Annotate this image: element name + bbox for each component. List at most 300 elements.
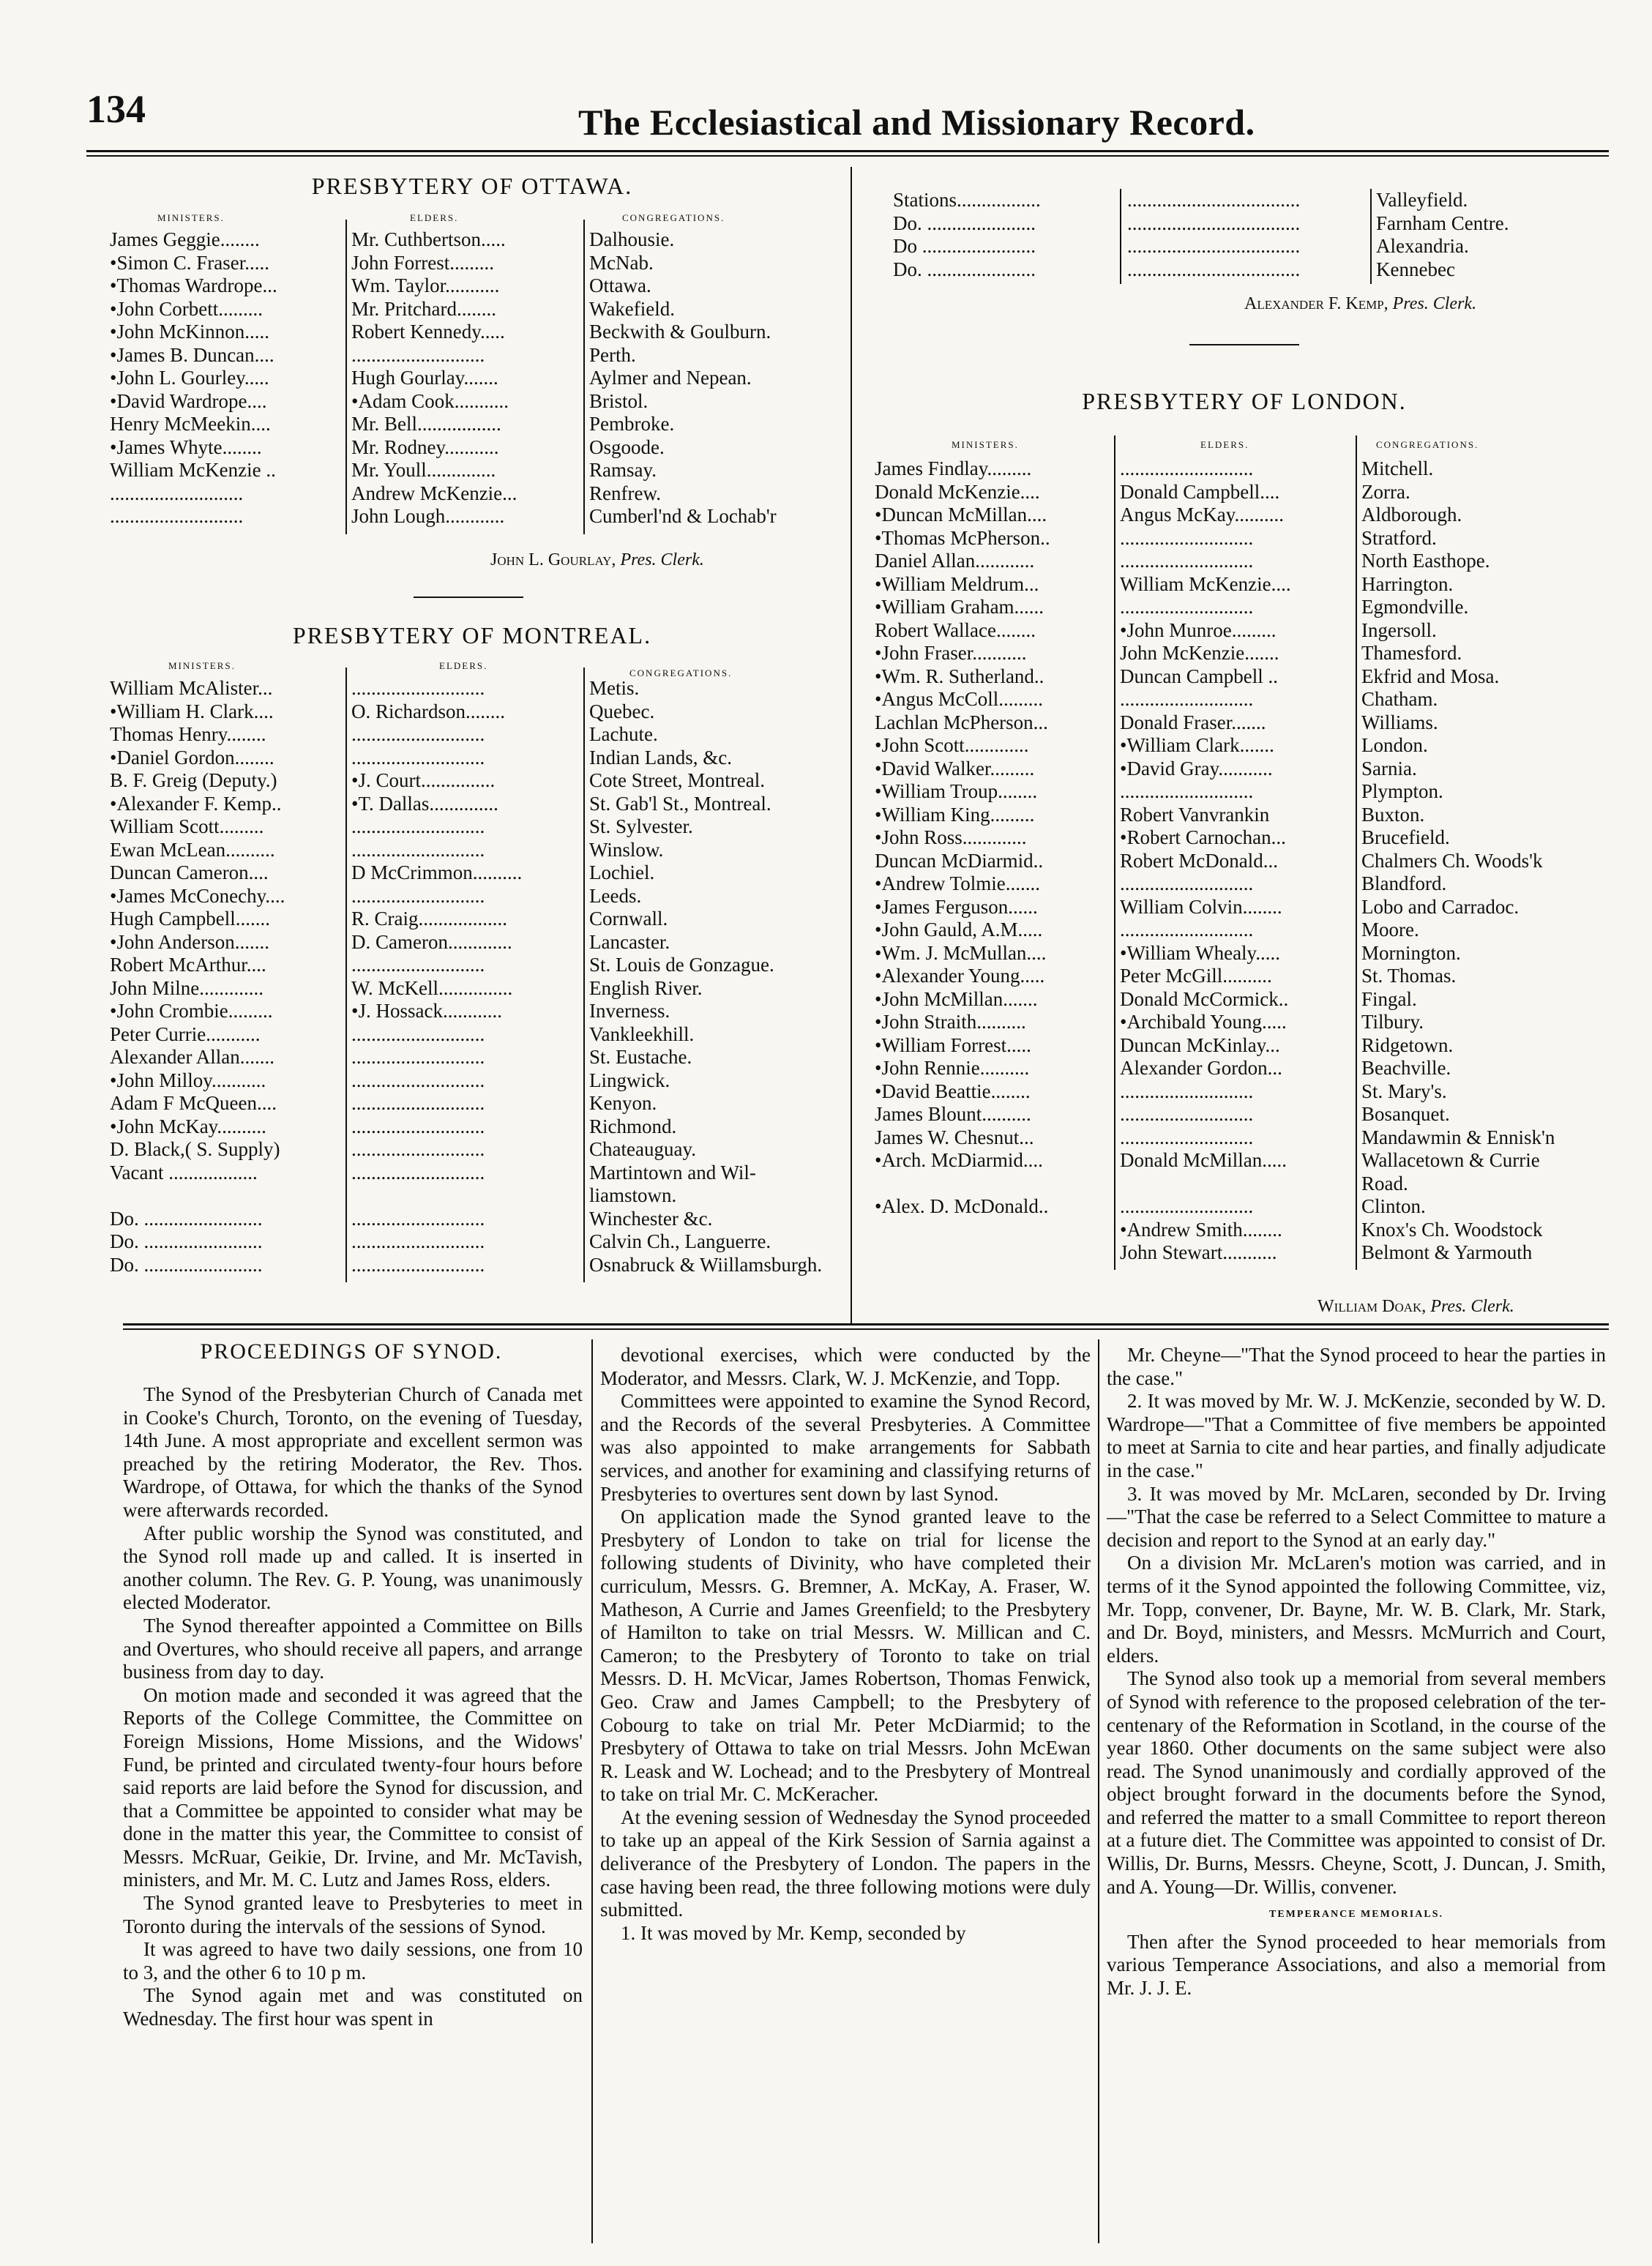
table-cell: ........................... (1120, 1126, 1254, 1148)
col-header-congregations: CONGREGATIONS. (622, 212, 725, 223)
paragraph: 3. It was moved by Mr. McLaren, seconded by Dr. Irving—"That the case be referred to a Select Committee to mature a decision and report to the Synod at an early day." (1107, 1482, 1606, 1551)
table-cell: •John McKinnon..... (110, 321, 269, 343)
table-cell: ........................... (351, 343, 485, 366)
table-cell: Richmond. (589, 1115, 677, 1137)
paragraph: Then after the Synod proceeded to hear memorials from various Temperance Associations, and also a memorial from Mr. J. J. E. (1107, 1930, 1606, 2000)
table-cell: ........................... (351, 1092, 485, 1114)
table-cell: ........................... (1120, 1195, 1254, 1217)
table-cell: •J. Hossack............ (351, 1000, 502, 1022)
table-cell: Ottawa. (589, 274, 651, 296)
table-cell: Lobo and Carradoc. (1361, 895, 1520, 918)
clerk-signature (490, 550, 704, 570)
table-cell: William Scott......... (110, 815, 264, 837)
table-cell: Farnham Centre. (1376, 212, 1509, 234)
table-cell: Osgoode. (589, 435, 665, 458)
paragraph: On motion made and seconded it was agreed that the Reports of the College Committee, the Committee on Foreign Missions, Home Missions, and the Widows' Fund, be printed and circulated twenty-four hours before said reports are laid before the Synod for discussion, and that a Committee be appointed to consider what may be done in the matter this year, the Committee to consist of Messrs. McRuar, Geikie, Dr. Irvine, and Mr. McTavish, ministers, and Mr. M. C. Lutz and James Ross, elders. (123, 1683, 583, 1891)
table-cell: St. Thomas. (1361, 965, 1457, 987)
table-cell: Do. ...................... (893, 212, 1036, 234)
table-cell: Egmondville. (1361, 596, 1469, 618)
congregations-column (589, 228, 838, 528)
table-cell: Indian Lands, &c. (589, 746, 732, 769)
table-divider (1370, 189, 1372, 284)
article-column-2 (600, 1344, 1091, 2244)
page-number: 134 (86, 87, 146, 131)
table-cell: William McKenzie.... (1120, 572, 1291, 595)
table-cell: St. Sylvester. (589, 815, 693, 837)
table-cell: Ridgetown. (1361, 1033, 1454, 1056)
table-cell: •Robert Carnochan... (1120, 826, 1286, 848)
table-cell: •John Scott............. (875, 734, 1029, 756)
table-cell: Kenyon. (589, 1092, 657, 1114)
table-cell: •T. Dallas.............. (351, 792, 498, 815)
table-cell: St. Gab'l St., Montreal. (589, 792, 771, 815)
table-cell (875, 1173, 1113, 1196)
table-cell: O. Richardson........ (351, 700, 505, 722)
table-cell: Donald McMillan..... (1120, 1149, 1287, 1171)
table-cell: •William Meldrum... (875, 572, 1039, 595)
journal-title: The Ecclesiastical and Missionary Record. (578, 102, 1255, 143)
table-cell: ........................... (351, 1069, 485, 1091)
col-header-elders: ELDERS. (1200, 439, 1249, 450)
table-cell: Valleyfield. (1376, 189, 1468, 211)
table-cell: Mr. Pritchard........ (351, 297, 496, 320)
table-cell: •John Gauld, A.M..... (875, 919, 1043, 941)
col-header-congregations: CONGREGATIONS. (1376, 439, 1479, 450)
table-cell: Mr. Youll.............. (351, 459, 496, 481)
table-cell: Beachville. (1361, 1057, 1451, 1079)
table-cell: Lachute. (589, 723, 658, 745)
paragraph: Committees were appointed to examine the Synod Record, and the Records of the several Presbyteries. A Committee was also appointed to make arrangements for Sabbath services, and another for examining and classifying returns of Presbyteries to overtures sent down by last Synod. (600, 1390, 1091, 1505)
table-cell: Osnabruck & Wiillamsburgh. (589, 1253, 823, 1276)
paragraph: Mr. Cheyne—"That the Synod proceed to hear the parties in the case." (1107, 1344, 1606, 1389)
table-cell: Williams. (1361, 711, 1438, 733)
table-cell: Mitchell. (1361, 457, 1434, 479)
table-divider (1356, 435, 1357, 1270)
table-cell: •Daniel Gordon........ (110, 746, 274, 769)
clerk-title: Pres. Clerk. (1392, 294, 1477, 313)
table-cell: McNab. (589, 251, 654, 274)
clerk-title: Pres. Clerk. (620, 550, 704, 569)
table-cell: Harrington. (1361, 572, 1454, 595)
paragraph: The Synod also took up a memorial from several members of Synod with reference to the proposed celebration of the ter-centenary of the Reformation in Scotland, in the course of the year 1860. Other documents on the same subject were also read. The Synod unanimously and cordially approved of the object brought forward in the documents before the Synod, and referred the matter to a small Committee to report thereon at a future diet. The Committee was appointed to consist of Dr. Willis, Dr. Burns, Messrs. Cheyne, Scott, J. Duncan, J. Smith, and A. Young—Dr. Willis, convener. (1107, 1667, 1606, 1898)
clerk-name: Alexander F. Kemp, (1244, 294, 1388, 313)
table-cell: ........................... (1120, 919, 1254, 941)
table-cell: St. Mary's. (1361, 1080, 1447, 1102)
table-cell: Lochiel. (589, 861, 655, 883)
elders-column (351, 228, 586, 528)
table-cell: ........................... (1120, 526, 1254, 549)
table-cell: St. Eustache. (589, 1046, 692, 1068)
table-cell: •John L. Gourley..... (110, 367, 269, 389)
table-cell: •John Milloy........... (110, 1069, 266, 1091)
table-cell: Peter McGill.......... (1120, 965, 1272, 987)
table-cell: •J. Court............... (351, 769, 496, 791)
table-cell: ........................... (1120, 688, 1254, 710)
congregations-column (1361, 457, 1614, 1265)
table-cell: Cote Street, Montreal. (589, 769, 765, 791)
table-cell: ........................... (1120, 872, 1254, 894)
header-rule-2 (86, 155, 1609, 157)
table-cell: James W. Chesnut... (875, 1126, 1034, 1148)
article-title: PROCEEDINGS OF SYNOD. (200, 1339, 503, 1364)
table-cell: James Blount.......... (875, 1103, 1031, 1125)
table-divider (345, 668, 347, 1282)
table-cell: Robert Vanvrankin (1120, 803, 1270, 826)
paragraph: The Synod thereafter appointed a Committee on Bills and Overtures, who should receive all papers, and arrange business from day to day. (123, 1614, 583, 1683)
col-header-elders: ELDERS. (439, 660, 488, 671)
table-cell: Do. ...................... (893, 258, 1036, 280)
london-table (875, 457, 1614, 1270)
table-cell: Plympton. (1361, 780, 1443, 802)
table-cell: •Andrew Smith........ (1120, 1218, 1282, 1241)
clerk-title: Pres. Clerk. (1430, 1297, 1514, 1316)
table-divider (345, 220, 347, 534)
section-rule (1189, 344, 1299, 345)
table-cell: D McCrimmon.......... (351, 861, 523, 883)
col-header-ministers: MINISTERS. (952, 439, 1019, 450)
table-cell: W. McKell............... (351, 976, 513, 999)
table-divider (1114, 435, 1115, 1270)
table-cell: •Wm. R. Sutherland.. (875, 665, 1044, 687)
elders-column (1127, 189, 1369, 281)
table-cell: Lachlan McPherson... (875, 711, 1048, 733)
table-cell: •Alex. D. McDonald.. (875, 1195, 1049, 1217)
table-cell: John McKenzie....... (1120, 642, 1279, 664)
paragraph: It was agreed to have two daily sessions, one from 10 to 3, and the other 6 to 10 p m. (123, 1938, 583, 1983)
table-cell: Daniel Allan............ (875, 550, 1035, 572)
article-column-1 (123, 1383, 583, 2247)
table-cell: Clinton. (1361, 1195, 1426, 1217)
table-cell: ........................... (351, 1115, 485, 1137)
table-cell: ........................... (351, 1207, 485, 1230)
table-cell: ........................... (351, 1138, 485, 1160)
table-cell: Mr. Rodney........... (351, 435, 499, 458)
table-cell: •David Wardrope.... (110, 389, 267, 412)
article-divider (1098, 1339, 1099, 2243)
table-cell: •John Rennie.......... (875, 1057, 1030, 1079)
table-cell: Do. ........................ (110, 1230, 263, 1252)
presbytery-title: PRESBYTERY OF MONTREAL. (292, 622, 652, 648)
table-cell: D. Cameron............. (351, 930, 512, 953)
table-cell: Vankleekhill. (589, 1022, 695, 1045)
paragraph: On application made the Synod granted leave to the Presbytery of London to take on trial for license the following students of Divinity, who have completed their curriculum, Messrs. G. Bremner, A. McKay, A. Fraser, W. Matheson, A Currie and James Greenfield; to the Presbytery of Hamilton to take on trial Messrs. W. Millican and C. Cameron; to the Presbytery of Toronto to take on trial Messrs. D. H. McVicar, James Robertson, Thomas Fenwick, Geo. Craw and James Campbell; to the Presbytery of Cobourg to take on trial Mr. Peter McDiarmid; to the Presbytery of Ottawa to take on trial Messrs. John McEwan R. Leask and W. Lochead; and to the Presbytery of Montreal to take on trial Mr. C. McKeracher. (600, 1506, 1091, 1806)
presbytery-title: PRESBYTERY OF OTTAWA. (311, 173, 633, 199)
table-cell: •John Straith.......... (875, 1011, 1026, 1033)
table-cell: Do. ........................ (110, 1207, 263, 1230)
table-cell: Stations................. (893, 189, 1041, 211)
ministers-column (110, 677, 344, 1276)
table-cell: Kennebec (1376, 258, 1455, 280)
table-cell: Mandawmin & Ennisk'n (1361, 1126, 1555, 1148)
table-cell: •Thomas McPherson.. (875, 526, 1050, 549)
table-cell: London. (1361, 734, 1428, 756)
table-cell: Winchester &c. (589, 1207, 713, 1230)
table-cell: Mornington. (1361, 941, 1461, 964)
table-cell: James Geggie........ (110, 228, 260, 250)
table-cell: ........................... (110, 482, 244, 504)
table-cell: Alexandria. (1376, 235, 1469, 257)
table-cell: •David Beattie........ (875, 1080, 1031, 1102)
table-cell: •Thomas Wardrope... (110, 274, 277, 296)
table-cell: Mr. Cuthbertson..... (351, 228, 506, 250)
table-cell: •John McMillan....... (875, 987, 1038, 1010)
table-cell: Stratford. (1361, 526, 1437, 549)
table-cell: ........................... (351, 1046, 485, 1068)
table-cell: Adam F McQueen.... (110, 1092, 277, 1114)
table-cell: •Simon C. Fraser..... (110, 251, 269, 274)
table-cell: Peter Currie........... (110, 1022, 261, 1045)
table-cell: Wallacetown & Currie (1361, 1149, 1540, 1171)
table-cell: ........................... (351, 1253, 485, 1276)
table-cell: Do. ........................ (110, 1253, 263, 1276)
table-cell: John Milne............. (110, 976, 264, 999)
table-cell: Winslow. (589, 838, 664, 861)
table-cell: ........................... (1120, 1103, 1254, 1125)
table-cell: ........................... (1120, 1080, 1254, 1102)
table-cell: Angus McKay.......... (1120, 504, 1284, 526)
table-cell: •Alexander F. Kemp.. (110, 792, 282, 815)
table-cell: Wakefield. (589, 297, 676, 320)
table-cell: •David Walker......... (875, 757, 1035, 779)
table-cell: •Andrew Tolmie....... (875, 872, 1041, 894)
table-cell: •Arch. McDiarmid.... (875, 1149, 1043, 1171)
table-cell: Bosanquet. (1361, 1103, 1450, 1125)
table-cell: Cumberl'nd & Lochab'r (589, 505, 777, 527)
table-cell: Bristol. (589, 389, 649, 412)
table-cell: ........................... (351, 815, 485, 837)
table-cell: Zorra. (1361, 480, 1410, 503)
table-cell: Quebec. (589, 700, 655, 722)
paragraph: The Synod granted leave to Presbyteries to meet in Toronto during the intervals of the sessions of Synod. (123, 1892, 583, 1937)
table-cell: Thamesford. (1361, 642, 1462, 664)
table-cell: Robert McArthur.... (110, 954, 266, 976)
congregations-column (1376, 189, 1610, 281)
table-cell: Duncan Cameron.... (110, 861, 269, 883)
table-cell: Chateauguay. (589, 1138, 696, 1160)
table-cell: •William H. Clark.... (110, 700, 274, 722)
table-cell: Duncan McKinlay... (1120, 1033, 1280, 1056)
paragraph: The Synod of the Presbyterian Church of Canada met in Cooke's Church, Toronto, on the evening of Tuesday, 14th June. A most appropriate and excellent sermon was preached by the retiring Moderator, the Rev. Thos. Wardrope, of Ottawa, for which the thanks of the Synod were afterwards recorded. (123, 1383, 583, 1521)
table-cell: Ingersoll. (1361, 618, 1437, 641)
table-cell: Donald Fraser....... (1120, 711, 1266, 733)
table-cell: ................................... (1127, 189, 1301, 211)
ottawa-table (110, 228, 842, 536)
table-cell: •John Corbett......... (110, 297, 263, 320)
table-cell: John Forrest......... (351, 251, 494, 274)
table-cell (875, 1219, 1113, 1242)
table-cell: Knox's Ch. Woodstock (1361, 1218, 1543, 1241)
table-cell: Lancaster. (589, 930, 670, 953)
col-header-congregations: CONGREGATIONS. (629, 668, 733, 678)
table-cell: •William Whealy..... (1120, 941, 1281, 964)
table-cell: Henry McMeekin.... (110, 413, 271, 435)
table-cell: Robert McDonald... (1120, 849, 1278, 872)
table-cell: Brucefield. (1361, 826, 1450, 848)
article-rule-2 (123, 1328, 1609, 1330)
elders-column (351, 677, 586, 1276)
paragraph: 1. It was moved by Mr. Kemp, seconded by (621, 1921, 966, 1944)
table-cell: ........................... (351, 746, 485, 769)
table-cell: •James Whyte........ (110, 435, 262, 458)
table-cell: St. Louis de Gonzague. (589, 954, 774, 976)
table-cell: B. F. Greig (Deputy.) (110, 769, 277, 791)
table-cell: John Lough............ (351, 505, 505, 527)
paragraph: On a division Mr. McLaren's motion was carried, and in terms of it the Synod appointed the following Committee, viz, Mr. Topp, convener, Dr. Bayne, Mr. W. B. Clark, Mr. Stark, and Dr. Boyd, ministers, and Messrs. McMurrich and Court, elders. (1107, 1552, 1606, 1667)
col-header-elders: ELDERS. (410, 212, 459, 223)
table-cell: Aylmer and Nepean. (589, 367, 752, 389)
table-cell: Alexander Allan....... (110, 1046, 274, 1068)
section-rule (414, 597, 523, 598)
table-divider (583, 220, 585, 534)
stations-table (893, 189, 1610, 284)
table-cell: Duncan Campbell .. (1120, 665, 1278, 687)
table-cell: Metis. (589, 677, 640, 699)
clerk-signature (1318, 1297, 1514, 1317)
montreal-table (110, 677, 845, 1285)
table-cell: William McKenzie .. (110, 459, 276, 481)
table-cell: Chalmers Ch. Woods'k (1361, 849, 1543, 872)
table-cell: Perth. (589, 343, 636, 366)
table-cell: •William Clark....... (1120, 734, 1274, 756)
table-cell: Leeds. (589, 884, 642, 907)
table-cell: Chatham. (1361, 688, 1438, 710)
table-cell: ........................... (351, 838, 485, 861)
table-cell: •Adam Cook........... (351, 389, 509, 412)
table-cell: •Alexander Young..... (875, 965, 1045, 987)
table-cell: ........................... (351, 1230, 485, 1252)
table-cell: Blandford. (1361, 872, 1447, 894)
article-divider (591, 1339, 593, 2243)
article-rule (123, 1323, 1609, 1325)
header-rule (86, 150, 1609, 152)
table-cell: •William Graham...... (875, 596, 1044, 618)
table-cell: •John McKay.......... (110, 1115, 266, 1137)
table-cell: •James McConechy.... (110, 884, 285, 907)
congregations-column (589, 677, 845, 1276)
table-cell: Cornwall. (589, 908, 668, 930)
table-cell: Robert Wallace........ (875, 618, 1036, 641)
table-cell: Do ....................... (893, 235, 1036, 257)
table-cell: Andrew McKenzie... (351, 482, 517, 504)
table-divider (583, 668, 585, 1282)
table-cell: •Duncan McMillan.... (875, 504, 1047, 526)
table-cell: •James Ferguson...... (875, 895, 1038, 918)
table-cell: Thomas Henry........ (110, 723, 266, 745)
table-cell: Donald McKenzie.... (875, 480, 1040, 503)
table-cell: Road. (1361, 1172, 1408, 1194)
paragraph: devotional exercises, which were conducted by the Moderator, and Messrs. Clark, W. J. McKenzie, and Topp. (600, 1344, 1091, 1389)
table-cell: Ewan McLean.......... (110, 838, 275, 861)
table-cell: John Stewart........... (1120, 1241, 1277, 1263)
table-cell: ........................... (351, 677, 485, 699)
table-cell: Donald McCormick.. (1120, 987, 1289, 1010)
clerk-name: William Doak, (1318, 1297, 1427, 1316)
table-cell: •John Ross............. (875, 826, 1027, 848)
table-cell: •John Munroe......... (1120, 618, 1277, 641)
table-cell: Aldborough. (1361, 504, 1462, 526)
table-divider (1120, 189, 1121, 284)
table-cell (1120, 1173, 1354, 1196)
table-cell: Vacant .................. (110, 1161, 258, 1184)
table-cell: Donald Campbell.... (1120, 480, 1280, 503)
table-cell: Renfrew. (589, 482, 661, 504)
table-cell: Pembroke. (589, 413, 675, 435)
table-cell: Fingal. (1361, 987, 1417, 1010)
table-cell: Robert Kennedy..... (351, 321, 505, 343)
paragraph: The Synod again met and was constituted on Wednesday. The first hour was spent in (123, 1984, 583, 2030)
table-cell: •William Forrest..... (875, 1033, 1031, 1056)
col-header-ministers: MINISTERS. (168, 660, 236, 671)
table-cell: Inverness. (589, 1000, 670, 1022)
table-cell: William McAlister... (110, 677, 273, 699)
table-cell (351, 1184, 586, 1208)
subhead-temperance: TEMPERANCE MEMORIALS. (1268, 1909, 1443, 1921)
table-cell: Ramsay. (589, 459, 657, 481)
table-cell: •Wm. J. McMullan.... (875, 941, 1047, 964)
table-cell: James Findlay......... (875, 457, 1032, 479)
ministers-column (110, 228, 344, 528)
table-cell: D. Black,( S. Supply) (110, 1138, 280, 1160)
table-cell: North Easthope. (1361, 550, 1490, 572)
table-cell (110, 1184, 344, 1208)
table-cell: ........................... (1120, 550, 1254, 572)
table-cell: ........................... (351, 1022, 485, 1045)
table-cell: Duncan McDiarmid.. (875, 849, 1044, 872)
elders-column (1120, 457, 1354, 1265)
table-cell: •James B. Duncan.... (110, 343, 274, 366)
column-divider (851, 167, 852, 1323)
table-cell: ................................... (1127, 212, 1301, 234)
table-cell: ........................... (110, 505, 244, 527)
ministers-column (893, 189, 1120, 281)
table-cell: liamstown. (589, 1184, 677, 1206)
table-cell: Ekfrid and Mosa. (1361, 665, 1500, 687)
col-header-ministers: MINISTERS. (157, 212, 225, 223)
clerk-name: John L. Gourlay, (490, 550, 616, 569)
table-cell: •Archibald Young..... (1120, 1011, 1287, 1033)
table-cell: ........................... (351, 954, 485, 976)
clerk-signature (1244, 294, 1476, 314)
table-cell: Hugh Gourlay....... (351, 367, 498, 389)
table-cell: ........................... (1120, 596, 1254, 618)
table-cell: Beckwith & Goulburn. (589, 321, 771, 343)
table-cell: Calvin Ch., Languerre. (589, 1230, 771, 1252)
table-cell: •John Anderson....... (110, 930, 269, 953)
table-cell: ................................... (1127, 235, 1301, 257)
paragraph: 2. It was moved by Mr. W. J. McKenzie, seconded by W. D. Wardrope—"That a Committee of five members be appointed to meet at Sarnia to cite and hear parties, and finally adjudicate in the case." (1107, 1390, 1606, 1481)
ministers-column (875, 457, 1113, 1265)
table-cell: R. Craig.................. (351, 908, 507, 930)
table-cell: ................................... (1127, 258, 1301, 280)
table-cell: Sarnia. (1361, 757, 1417, 779)
table-cell: Tilbury. (1361, 1011, 1424, 1033)
table-cell: •David Gray........... (1120, 757, 1273, 779)
table-cell: ........................... (351, 723, 485, 745)
table-cell: Dalhousie. (589, 228, 675, 250)
table-cell: Belmont & Yarmouth (1361, 1241, 1533, 1263)
table-cell: Buxton. (1361, 803, 1425, 826)
table-cell: •John Crombie......... (110, 1000, 273, 1022)
presbytery-title: PRESBYTERY OF LONDON. (1082, 388, 1407, 414)
table-cell: ........................... (1120, 780, 1254, 802)
table-cell: •William King......... (875, 803, 1035, 826)
table-cell: ........................... (351, 1161, 485, 1184)
table-cell: Wm. Taylor........... (351, 274, 500, 296)
table-cell: English River. (589, 976, 703, 999)
table-cell: •William Troup........ (875, 780, 1038, 802)
table-cell: Martintown and Wil- (589, 1161, 756, 1184)
table-cell: •John Fraser........... (875, 642, 1027, 664)
